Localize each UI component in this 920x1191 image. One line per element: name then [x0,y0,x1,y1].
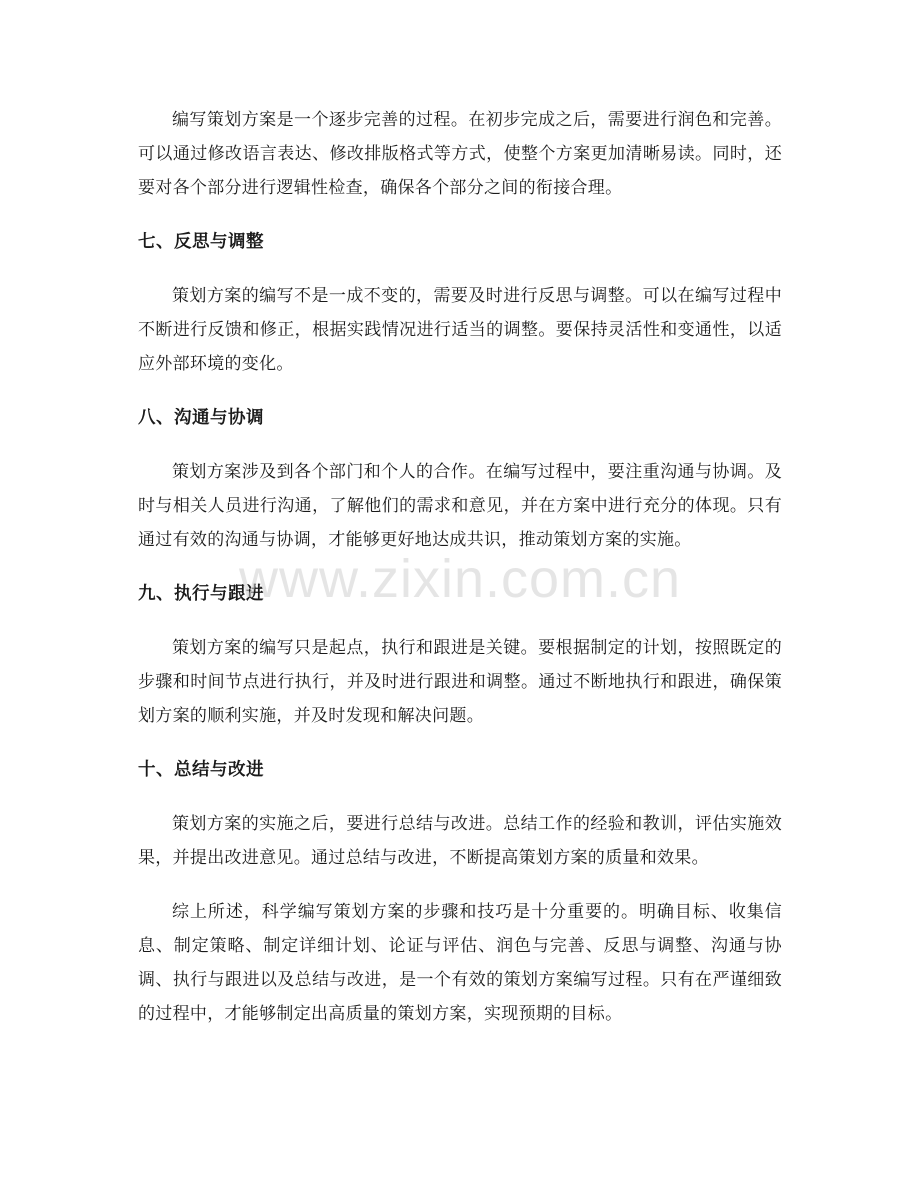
paragraph-communication: 策划方案涉及到各个部门和个人的合作。在编写过程中，要注重沟通与协调。及时与相关人员进行沟通，了解他们的需求和意见，并在方案中进行充分的体现。只有通过有效的沟通与协调，才能够更好地达成共识，推动策划方案的实施。 [138,462,782,550]
heading-summary: 十、总结与改进 [138,760,264,780]
paragraph-conclusion: 综上所述，科学编写策划方案的步骤和技巧是十分重要的。明确目标、收集信息、制定策略、制定详细计划、论证与评估、润色与完善、反思与调整、沟通与协调、执行与跟进以及总结与改进，是一个有效的策划方案编写过程。只有在严谨细致的过程中，才能够制定出高质量的策划方案，实现预期的目标。 [138,902,782,1024]
watermark: www.zixin.com.cn [238,549,682,609]
paragraph-polish: 编写策划方案是一个逐步完善的过程。在初步完成之后，需要进行润色和完善。可以通过修改语言表达、修改排版格式等方式，使整个方案更加清晰易读。同时，还要对各个部分进行逻辑性检查，确保各个部分之间的衔接合理。 [138,110,782,198]
heading-reflect-adjust: 七、反思与调整 [138,232,264,252]
heading-communication: 八、沟通与协调 [138,408,264,428]
paragraph-reflect-adjust: 策划方案的编写不是一成不变的，需要及时进行反思与调整。可以在编写过程中不断进行反馈和修正，根据实践情况进行适当的调整。要保持灵活性和变通性，以适应外部环境的变化。 [138,286,782,374]
document-body [138,103,782,1051]
heading-execution: 九、执行与跟进 [138,584,264,604]
paragraph-execution: 策划方案的编写只是起点，执行和跟进是关键。要根据制定的计划，按照既定的步骤和时间节点进行执行，并及时进行跟进和调整。通过不断地执行和跟进，确保策划方案的顺利实施，并及时发现和解决问题。 [138,638,782,726]
paragraph-summary: 策划方案的实施之后，要进行总结与改进。总结工作的经验和教训，评估实施效果，并提出改进意见。通过总结与改进，不断提高策划方案的质量和效果。 [138,814,782,868]
